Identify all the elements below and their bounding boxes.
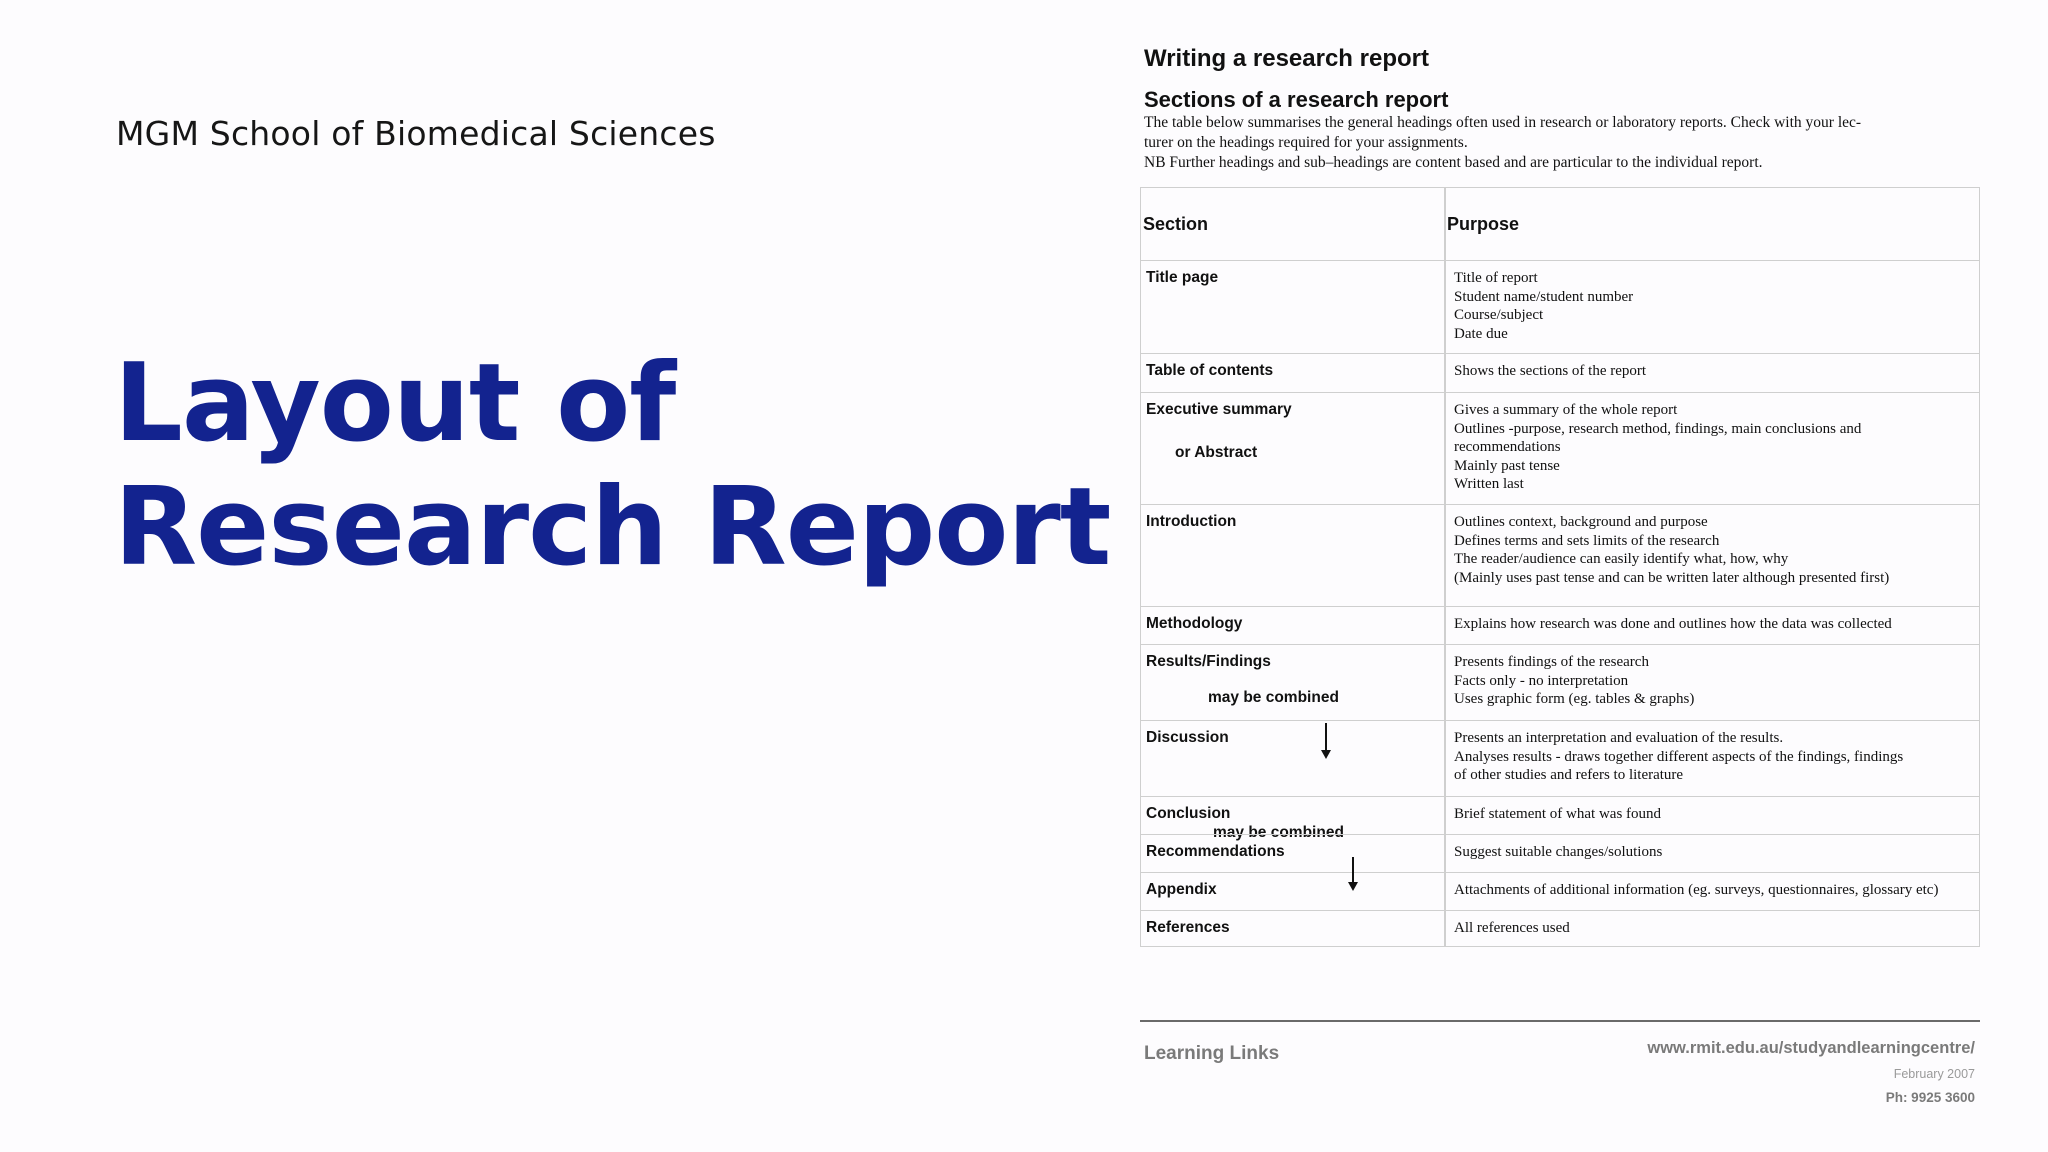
purpose-line: Mainly past tense [1454, 457, 1560, 474]
table-row [1141, 260, 1979, 354]
purpose-line: Outlines context, background and purpose [1454, 514, 1708, 530]
purpose-cell [1454, 362, 1974, 381]
purpose-line: Gives a summary of the whole report [1454, 402, 1678, 418]
document-title: Writing a research report [1144, 45, 1429, 72]
section-cell: Methodology [1146, 615, 1243, 632]
slide-title-line-1: Layout of [114, 341, 676, 466]
section-cell: Discussion [1146, 729, 1229, 746]
slide-title-line-2: Research Report [114, 465, 1111, 590]
purpose-line: Presents findings of the research [1454, 654, 1649, 670]
table-row [1141, 834, 1979, 873]
table-row [1141, 353, 1979, 393]
purpose-cell [1454, 653, 1974, 709]
table-header-row [1141, 188, 1979, 260]
section-cell: Table of contents [1146, 362, 1274, 379]
purpose-line: All references used [1454, 920, 1570, 936]
footer-phone: Ph: 9925 3600 [1885, 1090, 1975, 1105]
combined-note: may be combined [1208, 689, 1339, 706]
footer-brand: Learning Links [1144, 1043, 1280, 1064]
purpose-line: Presents an interpretation and evaluation of the results. [1454, 730, 1784, 746]
section-cell: Appendix [1146, 881, 1217, 898]
intro-line: The table below summarises the general headings often used in research or laboratory reports. Check with your lec- [1144, 114, 1862, 131]
purpose-line: Student name/student number [1454, 288, 1634, 305]
header-section: Section [1143, 214, 1209, 234]
purpose-line: The reader/audience can easily identify what, how, why [1454, 551, 1789, 567]
purpose-cell [1454, 919, 1974, 938]
table-row [1141, 606, 1979, 645]
purpose-cell [1454, 401, 1974, 494]
header-purpose: Purpose [1447, 214, 1520, 234]
table-row [1141, 910, 1979, 949]
purpose-cell [1454, 729, 1974, 785]
purpose-line: Outlines -purpose, research method, findings, main conclusions and [1454, 420, 1862, 437]
purpose-line: Attachments of additional information (eg. surveys, questionnaires, glossary etc) [1454, 882, 1939, 898]
down-arrow-icon [1352, 857, 1354, 889]
section-cell: Executive summary [1146, 401, 1292, 418]
table-row [1141, 796, 1979, 841]
purpose-cell [1454, 843, 1974, 862]
purpose-line: Brief statement of what was found [1454, 806, 1662, 822]
section-cell: References [1146, 919, 1230, 936]
purpose-line: (Mainly uses past tense and can be written later although presented first) [1454, 569, 1890, 586]
section-cell: Introduction [1146, 513, 1237, 530]
slide-title [114, 341, 1111, 590]
footer-divider [1140, 1020, 1980, 1022]
document-intro [1144, 113, 1974, 173]
section-cell: Results/Findings [1146, 653, 1271, 670]
purpose-line: Suggest suitable changes/solutions [1454, 844, 1663, 860]
section-cell: Recommendations [1146, 843, 1285, 860]
table-row [1141, 644, 1979, 721]
table-row [1141, 872, 1979, 911]
school-name: MGM School of Biomedical Sciences [116, 114, 716, 153]
intro-line: turer on the headings required for your assignments. [1144, 134, 1468, 151]
purpose-line: Written last [1454, 476, 1524, 492]
purpose-line: Course/subject [1454, 307, 1544, 323]
purpose-line: Uses graphic form (eg. tables & graphs) [1454, 691, 1695, 707]
purpose-line: Date due [1454, 325, 1508, 342]
section-cell: Conclusion [1146, 805, 1231, 822]
purpose-line: recommendations [1454, 439, 1561, 455]
footer-url: www.rmit.edu.au/studyandlearningcentre/ [1647, 1039, 1975, 1057]
table-row [1141, 504, 1979, 607]
footer-date: February 2007 [1893, 1067, 1975, 1081]
document-subtitle: Sections of a research report [1144, 87, 1449, 112]
purpose-line: Facts only - no interpretation [1454, 672, 1629, 689]
purpose-cell [1454, 513, 1974, 587]
purpose-cell [1454, 805, 1974, 824]
abstract-note: or Abstract [1175, 444, 1258, 461]
down-arrow-icon [1325, 723, 1327, 757]
table-row [1141, 392, 1979, 505]
purpose-cell [1454, 881, 1974, 900]
table-row [1141, 720, 1979, 797]
purpose-line: Analyses results - draws together different aspects of the findings, findings [1454, 748, 1904, 765]
purpose-line: Shows the sections of the report [1454, 363, 1647, 379]
purpose-line: Defines terms and sets limits of the research [1454, 532, 1720, 549]
intro-line: NB Further headings and sub–headings are content based and are particular to the individual report. [1144, 154, 1763, 171]
purpose-cell [1454, 615, 1974, 634]
purpose-line: Title of report [1454, 270, 1538, 286]
section-cell: Title page [1146, 269, 1219, 286]
purpose-line: Explains how research was done and outlines how the data was collected [1454, 616, 1892, 632]
purpose-line: of other studies and refers to literature [1454, 767, 1684, 783]
sections-table [1140, 187, 1980, 947]
combined-note: may be combined [1213, 824, 1344, 841]
purpose-cell [1454, 269, 1974, 343]
